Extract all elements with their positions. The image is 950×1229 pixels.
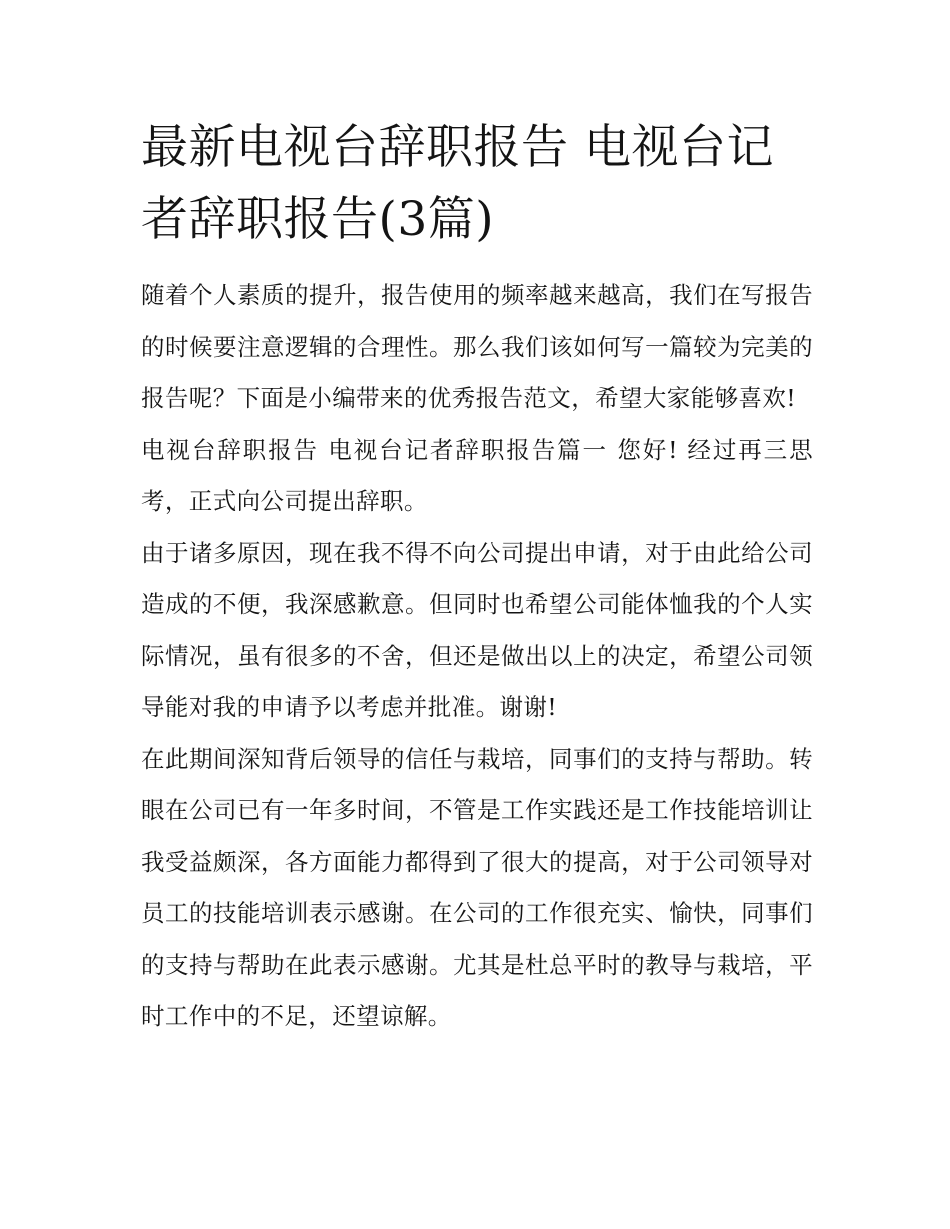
body-paragraph: 由于诸多原因，现在我不得不向公司提出申请，对于由此给公司造成的不便，我深感歉意。但同时也希望公司能体恤我的个人实际情况，虽有很多的不舍，但还是做出以上的决定，希望公司领导能对我的申请予以考虑并批准。谢谢!: [141, 538, 813, 721]
document-body: [141, 112, 813, 1043]
intro-paragraph: 随着个人素质的提升，报告使用的频率越来越高，我们在写报告的时候要注意逻辑的合理性。那么我们该如何写一篇较为完美的报告呢？下面是小编带来的优秀报告范文，希望大家能够喜欢!: [141, 281, 813, 412]
document-title: 最新电视台辞职报告 电视台记者辞职报告(3篇): [141, 120, 774, 247]
body-paragraph: 在此期间深知背后领导的信任与栽培，同事们的支持与帮助。转眼在公司已有一年多时间，不管是工作实践还是工作技能培训让我受益颇深，各方面能力都得到了很大的提高，对于公司领导对员工的技能培训表示感谢。在公司的工作很充实、愉快，同事们的支持与帮助在此表示感谢。尤其是杜总平时的教导与栽培，平时工作中的不足，还望谅解。: [141, 744, 813, 1030]
section-heading-paragraph: 电视台辞职报告 电视台记者辞职报告篇一 您好! 经过再三思考，正式向公司提出辞职。: [141, 435, 813, 515]
